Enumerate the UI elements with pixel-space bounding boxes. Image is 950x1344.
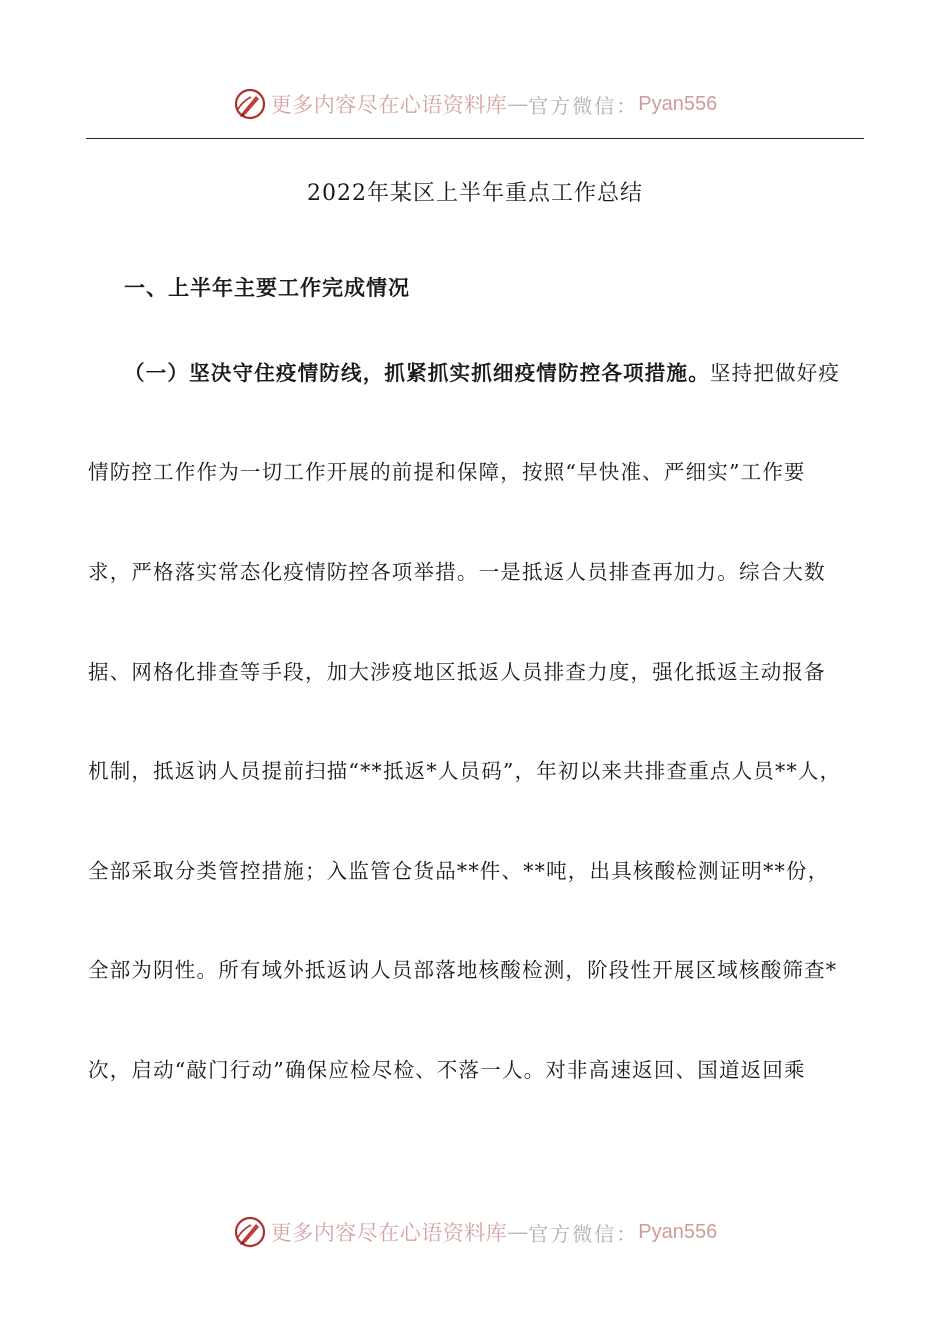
footer-watermark — [0, 1212, 950, 1252]
paragraph-line: 情防控工作作为一切工作开展的前提和保障，按照“早快准、严细实”工作要 — [88, 460, 806, 484]
header-watermark — [0, 84, 950, 124]
watermark-wechat-label: 官方微信： — [528, 93, 639, 118]
pen-logo-icon — [233, 87, 267, 121]
header-divider — [86, 138, 864, 139]
watermark-wechat-id: Pyan556 — [638, 92, 718, 115]
paragraph-line — [124, 358, 864, 388]
paragraph-line: 全部为阴性。所有域外抵返讷人员部落地核酸检测，阶段性开展区域核酸筛查* — [88, 958, 838, 982]
pen-logo-icon — [233, 1215, 267, 1249]
paragraph-line: 次，启动“敲门行动”确保应检尽检、不落一人。对非高速返回、国道返回乘 — [88, 1058, 806, 1082]
paragraph-lead-rest: 坚持把做好疫 — [709, 361, 841, 385]
paragraph-lead-bold: （一）坚决守住疫情防线，抓紧抓实抓细疫情防控各项措施。 — [124, 361, 710, 385]
watermark-separator: — — [507, 1220, 529, 1244]
paragraph-line: 全部采取分类管控措施；入监管仓货品**件、**吨，出具核酸检测证明**份， — [88, 859, 830, 883]
paragraph-line: 机制，抵返讷人员提前扫描“**抵返*人员码”，年初以来共排查重点人员**人， — [88, 759, 842, 783]
document-title: 2022年某区上半年重点工作总结 — [307, 181, 643, 206]
paragraph-line: 据、网格化排查等手段，加大涉疫地区抵返人员排查力度，强化抵返主动报备 — [88, 660, 826, 684]
paragraph-line: 求，严格落实常态化疫情防控各项举措。一是抵返人员排查再加力。综合大数 — [88, 560, 826, 584]
section-heading: 一、上半年主要工作完成情况 — [124, 275, 410, 300]
watermark-wechat-id: Pyan556 — [638, 1220, 718, 1243]
watermark-text: 更多内容尽在心语资料库 — [270, 1221, 508, 1245]
watermark-separator: — — [507, 92, 529, 116]
watermark-text: 更多内容尽在心语资料库 — [270, 93, 508, 117]
watermark-wechat-label: 官方微信： — [528, 1221, 639, 1246]
